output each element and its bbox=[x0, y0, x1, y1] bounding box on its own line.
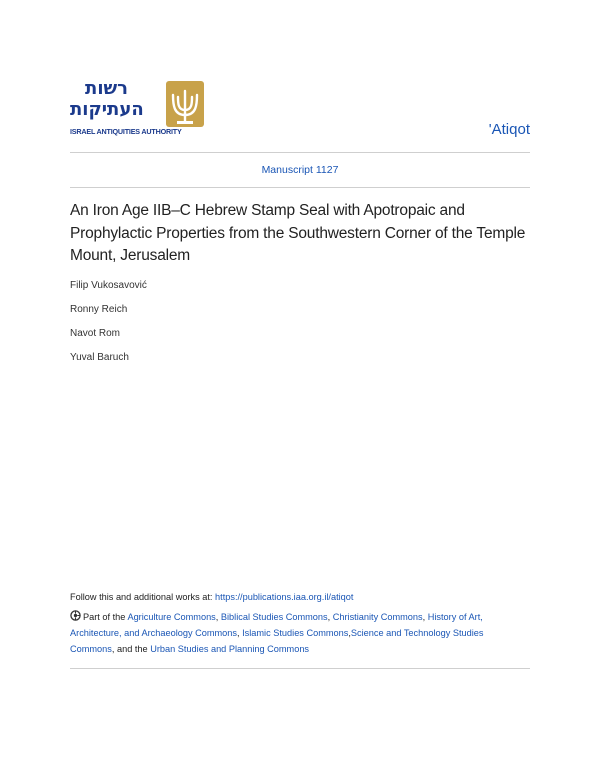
author-name: Filip Vukosavović bbox=[70, 280, 147, 291]
divider-title bbox=[70, 187, 530, 188]
separator: , bbox=[237, 628, 243, 638]
commons-link[interactable]: Islamic Studies Commons bbox=[242, 628, 349, 638]
and-text: , and the bbox=[111, 644, 151, 654]
commons-link[interactable]: Agriculture Commons bbox=[127, 612, 216, 622]
author-name: Yuval Baruch bbox=[70, 352, 129, 363]
divider-bottom bbox=[70, 668, 530, 669]
divider-top bbox=[70, 152, 530, 153]
commons-link[interactable]: History of Art, Architecture, and Archaeology Commons bbox=[70, 612, 483, 638]
logo-hebrew-line2: העתיקות bbox=[70, 99, 144, 120]
follow-line bbox=[70, 592, 353, 602]
commons-link[interactable]: Biblical Studies Commons bbox=[220, 612, 328, 622]
author-name: Ronny Reich bbox=[70, 304, 128, 315]
iaa-logo bbox=[70, 80, 210, 140]
logo-english-text: ISRAEL ANTIQUITIES AUTHORITY bbox=[70, 127, 182, 136]
creative-commons-icon bbox=[70, 610, 81, 621]
commons-link[interactable]: Science and Technology Studies Commons bbox=[70, 628, 484, 654]
commons-link[interactable]: Urban Studies and Planning Commons bbox=[150, 644, 310, 654]
logo-hebrew-line1: רשות bbox=[85, 78, 128, 99]
journal-name[interactable]: 'Atiqot bbox=[488, 121, 530, 138]
manuscript-number[interactable]: Manuscript 1127 bbox=[261, 164, 339, 176]
follow-text: Follow this and additional works at: bbox=[70, 592, 216, 602]
commons-link[interactable]: Christianity Commons bbox=[332, 612, 423, 622]
follow-link[interactable]: https://publications.iaa.org.il/atiqot bbox=[215, 592, 354, 602]
separator: , bbox=[327, 612, 333, 622]
separator: , bbox=[348, 628, 351, 638]
logo-hebrew-text bbox=[70, 78, 144, 120]
separator: , bbox=[215, 612, 221, 622]
author-name: Navot Rom bbox=[70, 328, 121, 339]
article-title: An Iron Age IIB–C Hebrew Stamp Seal with Apotropaic and Prophylactic Properties from the Southwestern Corner of the Temple Mount, Jerusalem bbox=[70, 202, 526, 264]
commons-list bbox=[70, 609, 530, 657]
separator: , bbox=[422, 612, 428, 622]
part-of-text: Part of the bbox=[83, 612, 128, 622]
menorah-emblem-icon bbox=[166, 81, 204, 127]
